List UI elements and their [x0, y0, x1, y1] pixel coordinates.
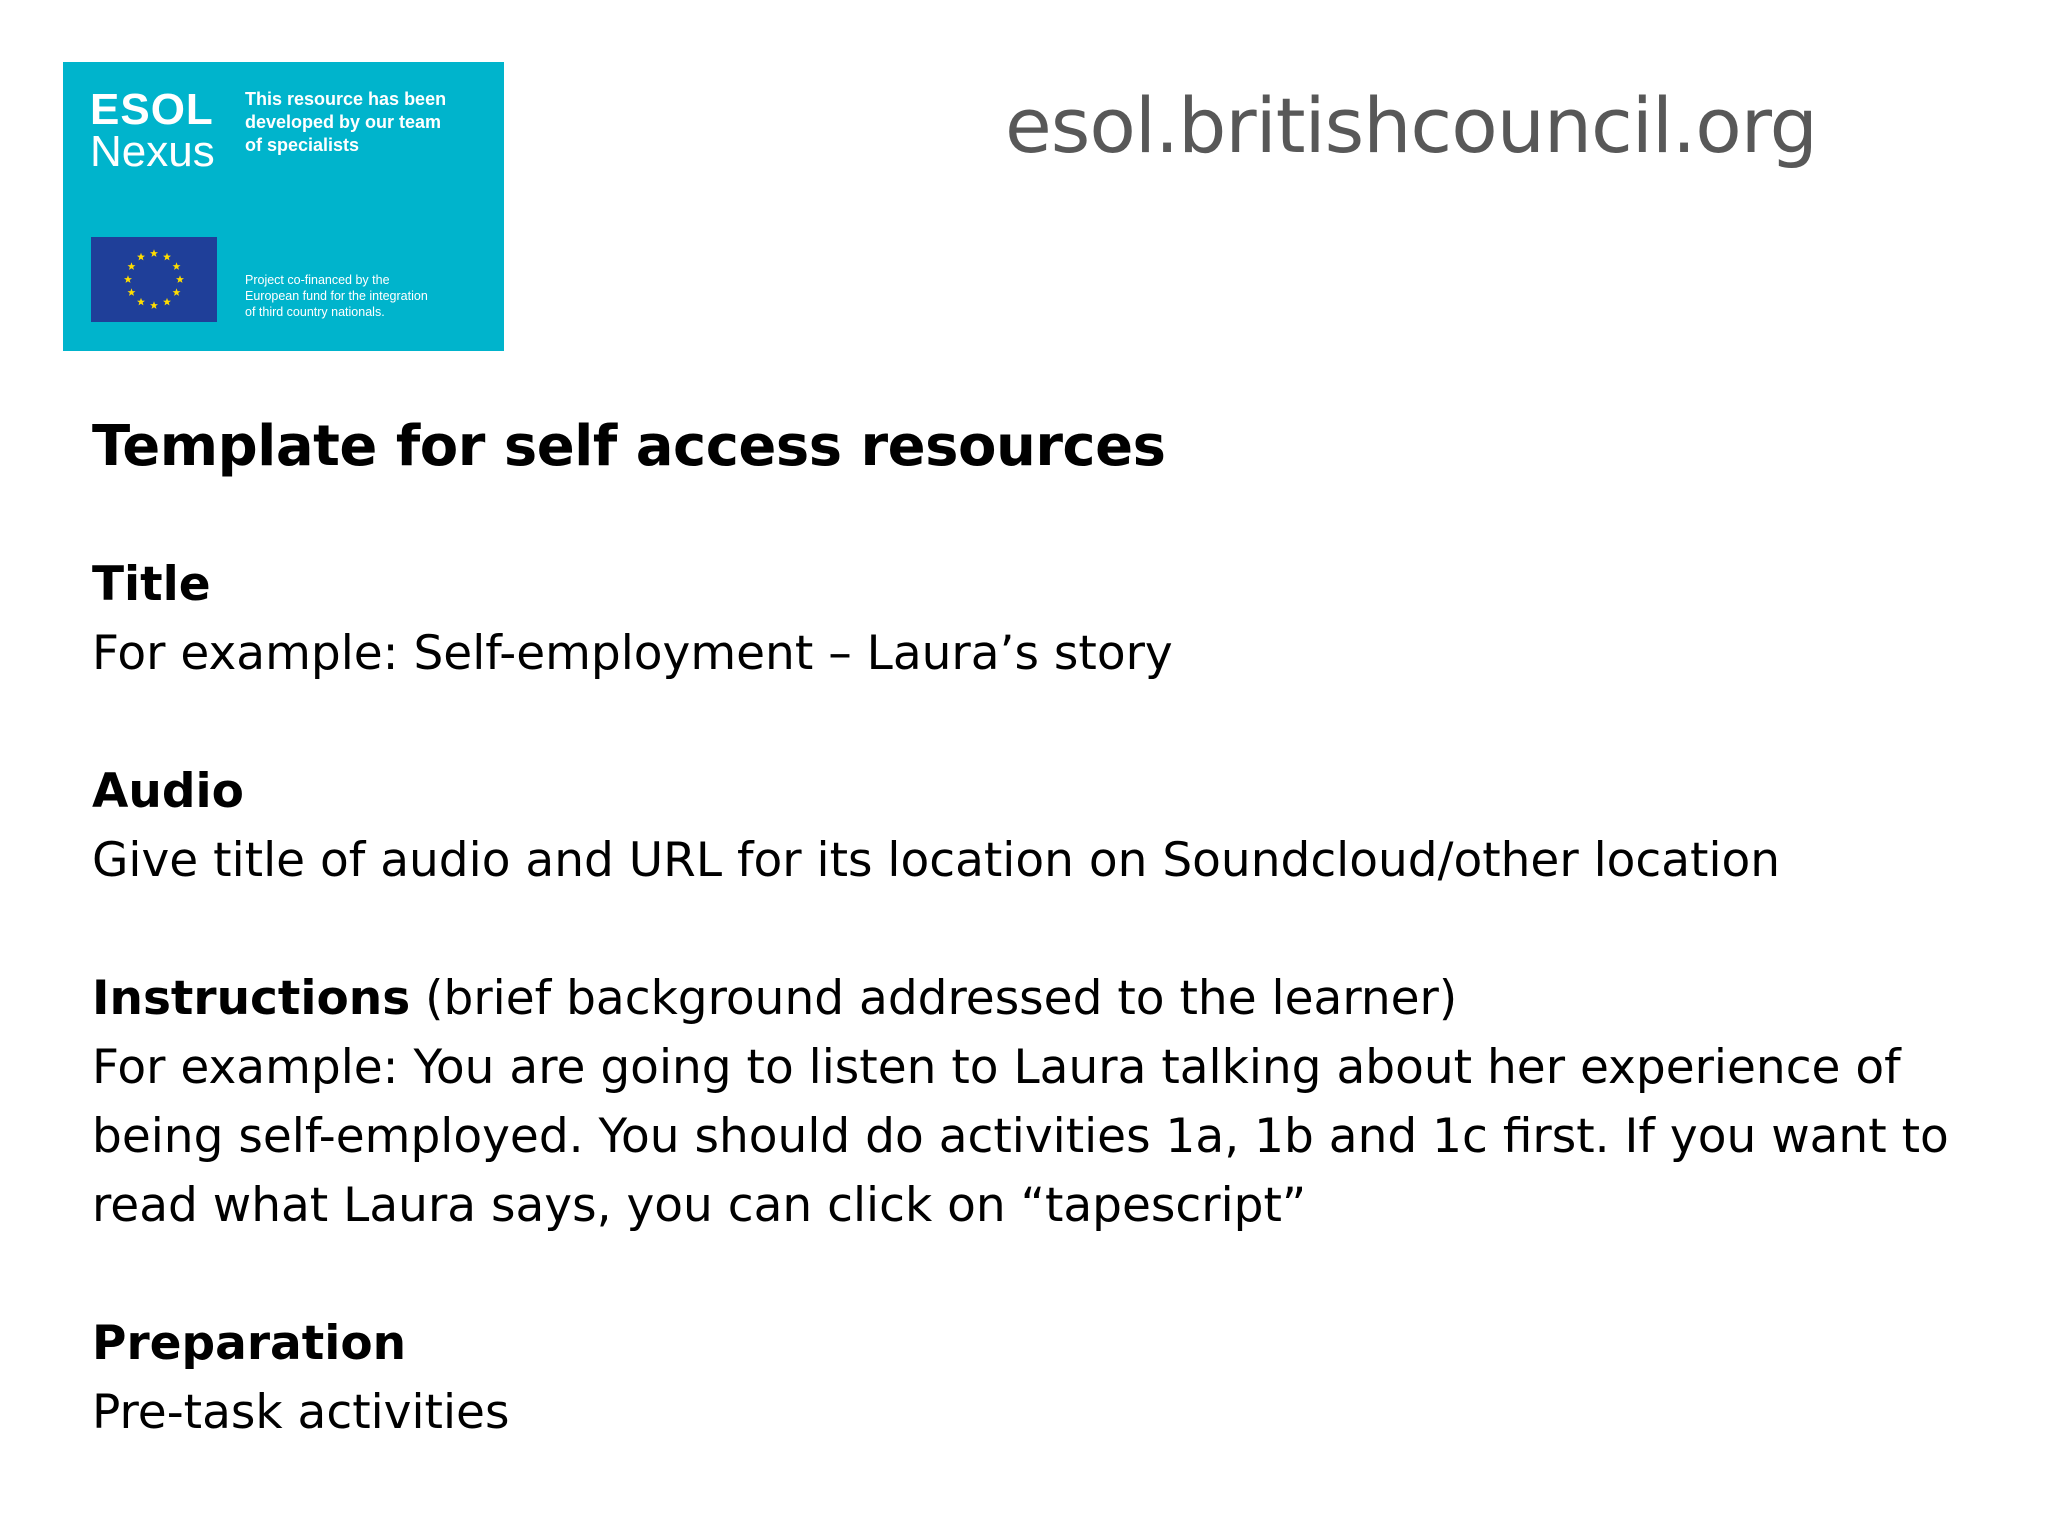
section-instructions-label-note: (brief background addressed to the learner) [410, 971, 1458, 1026]
section-audio-label: Audio [92, 764, 244, 819]
section-preparation-label: Preparation [92, 1316, 407, 1371]
logo-word-esol: ESOL [90, 85, 214, 134]
section-instructions-heading-line [92, 964, 1992, 1033]
logo-funding-note: Project co-financed by the European fund for the integration of third country nationals. [245, 273, 428, 319]
section-instructions-body-line: For example: You are going to listen to Laura talking about her experience of [92, 1040, 1901, 1095]
section-audio [92, 757, 1992, 895]
section-instructions-body-line: read what Laura says, you can click on “tapescript” [92, 1178, 1307, 1233]
section-preparation [92, 1309, 1992, 1447]
esol-nexus-logo [63, 62, 504, 351]
section-instructions [92, 964, 1992, 1240]
section-audio-body: Give title of audio and URL for its location on Soundcloud/other location [92, 833, 1781, 888]
logo-wordmark [90, 85, 215, 176]
eu-star-icon [150, 249, 158, 257]
section-title-body: For example: Self-employment – Laura’s story [92, 626, 1173, 681]
document-body [92, 412, 1992, 1447]
section-preparation-body: Pre-task activities [92, 1385, 510, 1440]
section-title [92, 550, 1992, 688]
eu-star-icon [127, 262, 135, 270]
eu-star-icon [176, 275, 184, 283]
eu-star-icon [173, 288, 181, 296]
logo-word-nexus: Nexus [90, 127, 215, 176]
eu-star-icon [124, 275, 132, 283]
logo-tagline: This resource has been developed by our team of specialists [245, 89, 447, 155]
site-url: esol.britishcouncil.org [1005, 81, 1817, 170]
eu-star-icon [150, 301, 158, 309]
section-instructions-label: Instructions [92, 971, 411, 1026]
eu-star-icon [173, 262, 181, 270]
eu-star-icon [137, 253, 145, 261]
section-instructions-body-line: being self-employed. You should do activities 1a, 1b and 1c first. If you want to [92, 1109, 1949, 1164]
eu-star-icon [163, 298, 171, 306]
page-title: Template for self access resources [92, 414, 1166, 479]
eu-star-icon [137, 298, 145, 306]
eu-star-icon [163, 253, 171, 261]
section-title-label: Title [92, 557, 211, 612]
eu-star-icon [127, 288, 135, 296]
eu-flag-icon [91, 237, 217, 322]
